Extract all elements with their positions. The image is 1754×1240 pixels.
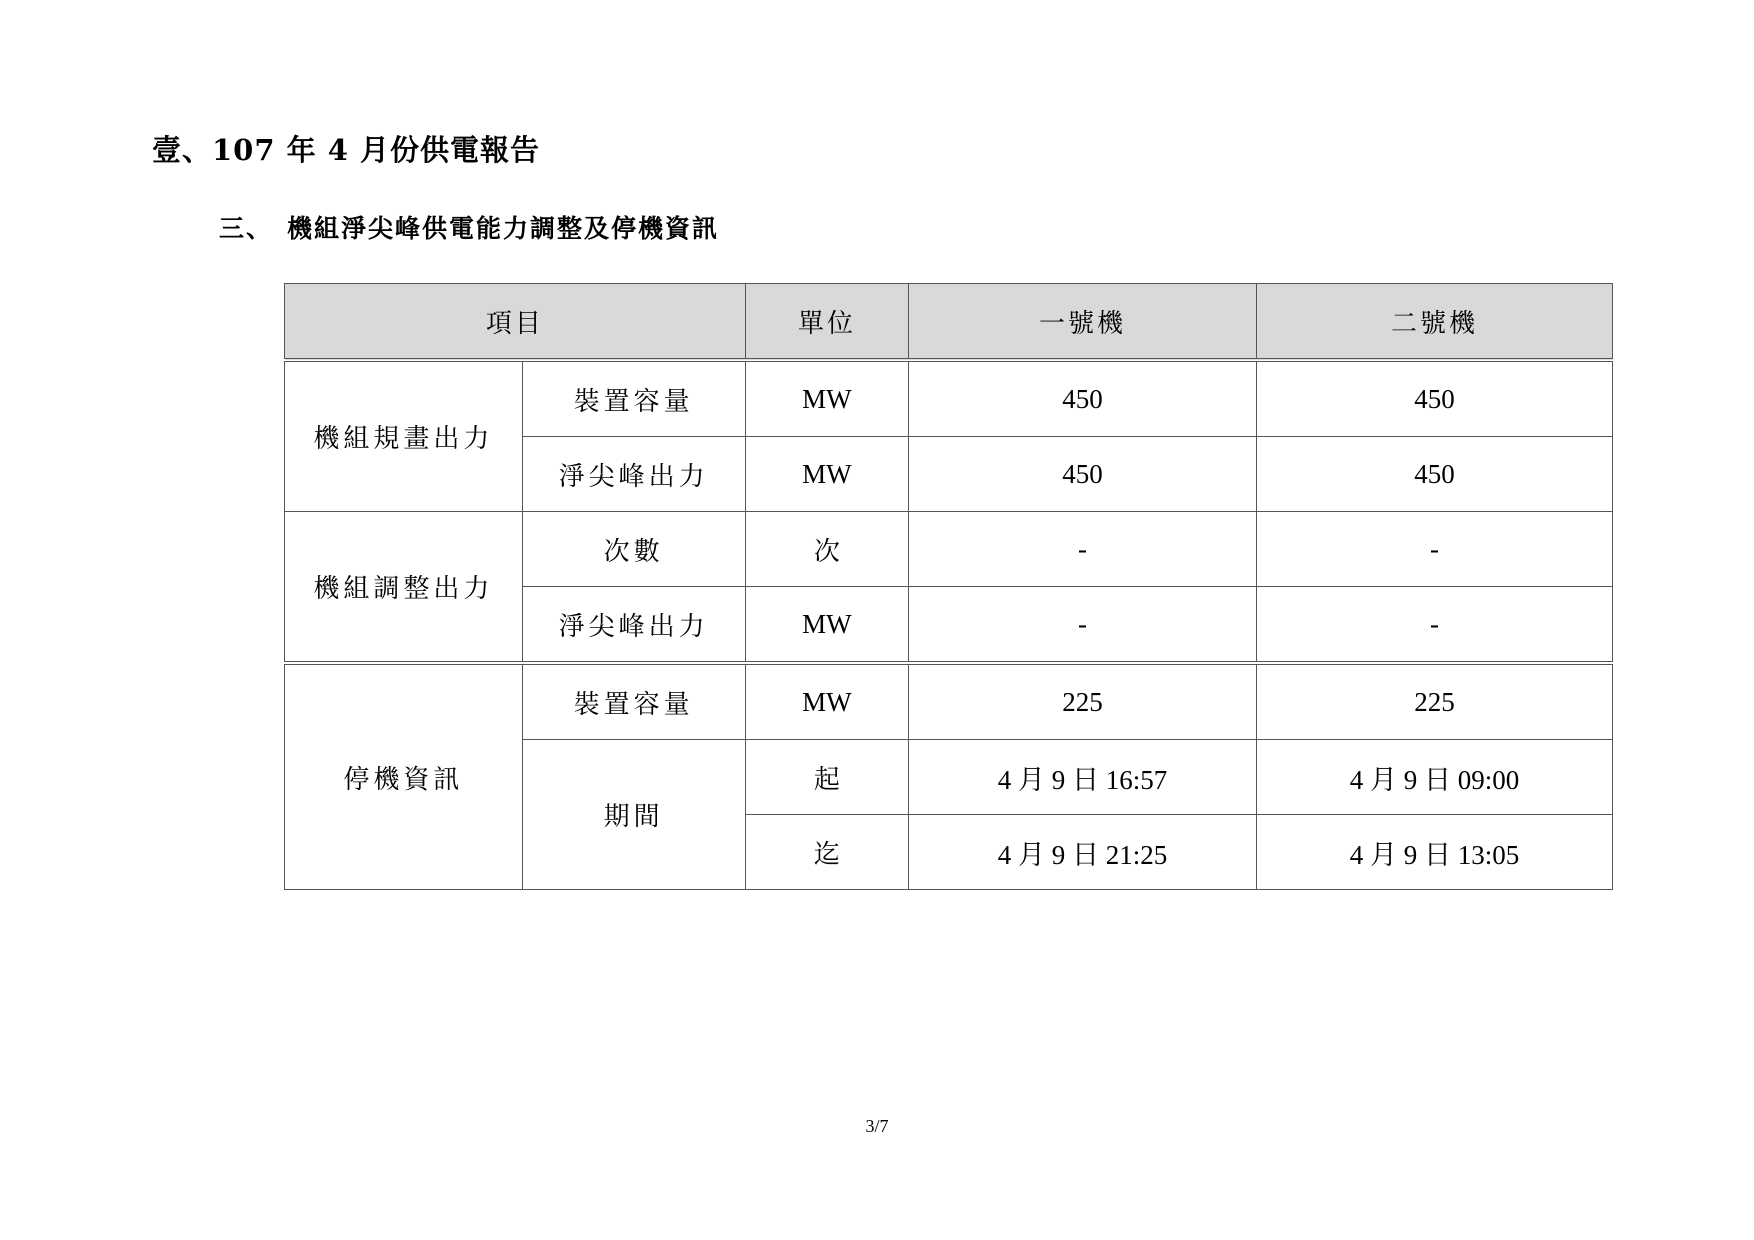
row-unit: MW (745, 663, 908, 740)
section-title: 機組淨尖峰供電能力調整及停機資訊 (287, 214, 720, 243)
group-outage: 停機資訊 (285, 663, 523, 890)
cell-unit1: 450 (909, 437, 1257, 512)
row-unit: MW (745, 587, 908, 664)
row-label: 次數 (522, 512, 745, 587)
table-header-row (285, 284, 1613, 361)
header-unit: 單位 (745, 284, 908, 361)
row-unit: MW (745, 437, 908, 512)
row-label: 淨尖峰出力 (522, 437, 745, 512)
table-row (285, 360, 1613, 437)
row-unit: 迄 (745, 815, 908, 890)
group-adjusted: 機組調整出力 (285, 512, 523, 664)
header-unit2: 二號機 (1257, 284, 1613, 361)
cell-unit1: 450 (909, 360, 1257, 437)
row-unit: MW (745, 360, 908, 437)
row-label: 裝置容量 (522, 663, 745, 740)
outage-table (284, 283, 1613, 890)
cell-unit2: - (1257, 512, 1613, 587)
table-row (285, 512, 1613, 587)
period-label: 期間 (522, 740, 745, 890)
cell-unit2: 450 (1257, 437, 1613, 512)
cell-unit1: 4 月 9 日 16:57 (909, 740, 1257, 815)
cell-unit1: - (909, 512, 1257, 587)
cell-unit1: 225 (909, 663, 1257, 740)
cell-unit2: 4 月 9 日 09:00 (1257, 740, 1613, 815)
header-unit1: 一號機 (909, 284, 1257, 361)
section-heading (219, 209, 719, 245)
row-unit: 次 (745, 512, 908, 587)
page-number: 3/7 (865, 1116, 889, 1136)
row-label: 淨尖峰出力 (522, 587, 745, 664)
cell-unit1: - (909, 587, 1257, 664)
group-planned: 機組規畫出力 (285, 360, 523, 512)
row-unit: 起 (745, 740, 908, 815)
section-number: 三、 (219, 214, 274, 243)
cell-unit2: 225 (1257, 663, 1613, 740)
header-item: 項目 (285, 284, 746, 361)
report-title: 壹、107 年 4 月份供電報告 (152, 133, 541, 167)
table-row (285, 663, 1613, 740)
cell-unit2: 4 月 9 日 13:05 (1257, 815, 1613, 890)
cell-unit2: - (1257, 587, 1613, 664)
row-label: 裝置容量 (522, 360, 745, 437)
cell-unit2: 450 (1257, 360, 1613, 437)
cell-unit1: 4 月 9 日 21:25 (909, 815, 1257, 890)
